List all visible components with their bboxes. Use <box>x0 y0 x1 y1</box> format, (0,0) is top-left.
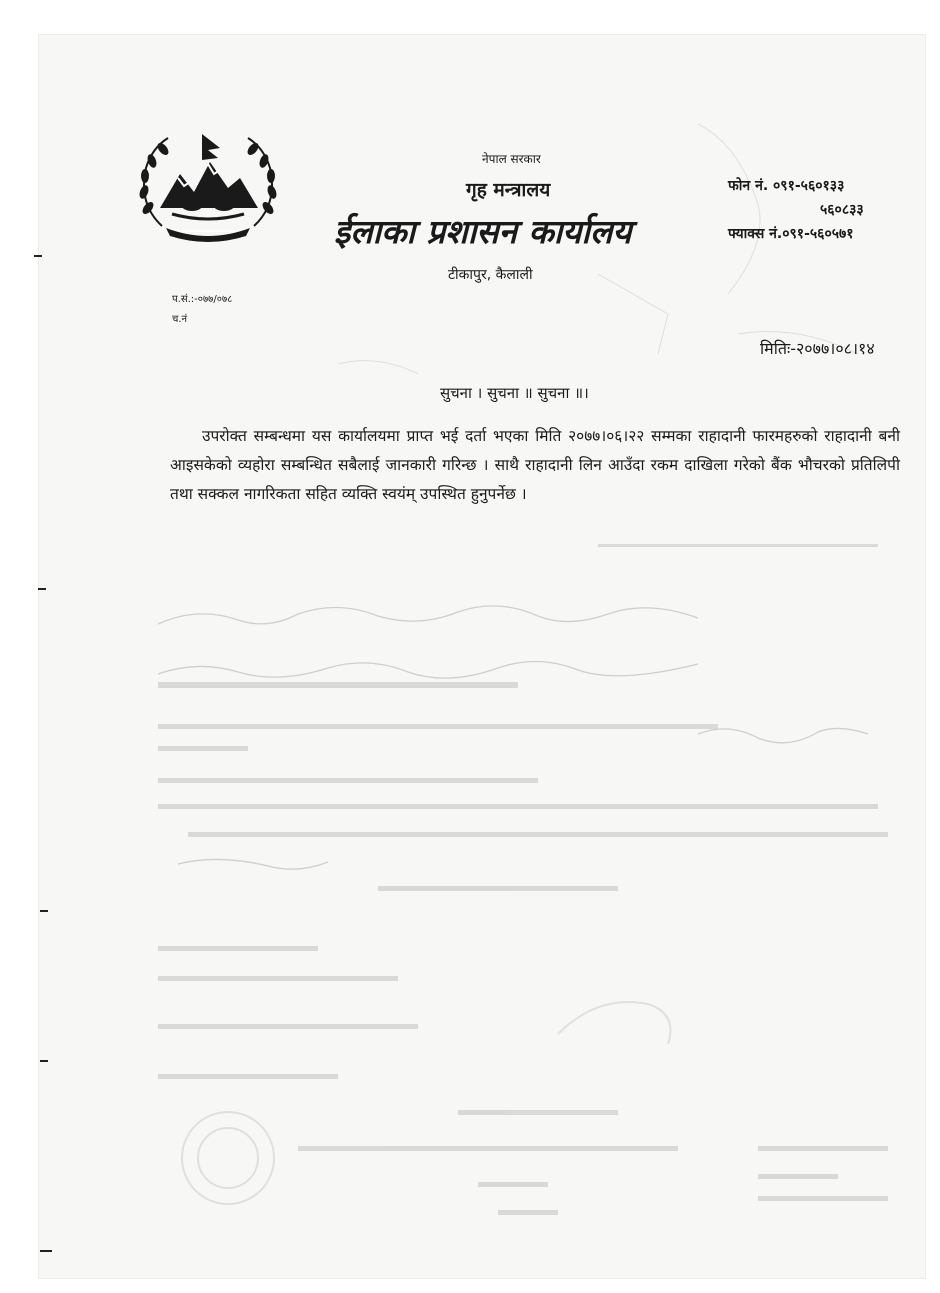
ministry-name: गृह मन्त्रालय <box>466 179 551 201</box>
dispatch-number: च.नं <box>172 314 188 325</box>
office-name: ईलाका प्रशासन कार्यालय <box>334 212 632 251</box>
margin-mark <box>40 1250 52 1252</box>
contact-block <box>728 174 864 246</box>
phone-line: फोन नं. ०९१-५६०१३३ <box>728 178 845 194</box>
letter-number: प.सं.:-०७७/०७८ <box>172 294 233 305</box>
margin-mark <box>34 255 42 257</box>
margin-mark <box>40 910 48 912</box>
nepal-government-emblem <box>132 130 284 246</box>
notice-body: उपरोक्त सम्बन्धमा यस कार्यालयमा प्राप्त भई दर्ता भएका मिति २०७७।०६।२२ सम्मका राहादानी फारमहरुको राहादानी बनी आइसकेको व्यहोरा सम्बन्धित सबैलाई जानकारी गरिन्छ । साथै राहादानी लिन आउँदा रकम दाखिला गरेको बैंक भौचरको प्रतिलिपी तथा सक्कल नागरिकता सहित व्यक्ति स्वयंम् उपस्थित हुनुपर्नेछ । <box>170 427 900 503</box>
government-name: नेपाल सरकार <box>482 152 541 166</box>
fax-line: फ्याक्स नं.०९१-५६०५७१ <box>728 226 854 242</box>
letter-date: मितिः-२०७७।०८।१४ <box>760 339 875 358</box>
phone-extra: ५६०८३३ <box>820 202 864 218</box>
office-location: टीकापुर, कैलाली <box>448 267 533 283</box>
margin-mark <box>38 588 46 590</box>
notice-heading: सुचना । सुचना ॥ सुचना ॥। <box>440 384 589 402</box>
reference-block <box>172 290 232 330</box>
margin-mark <box>40 1060 48 1062</box>
